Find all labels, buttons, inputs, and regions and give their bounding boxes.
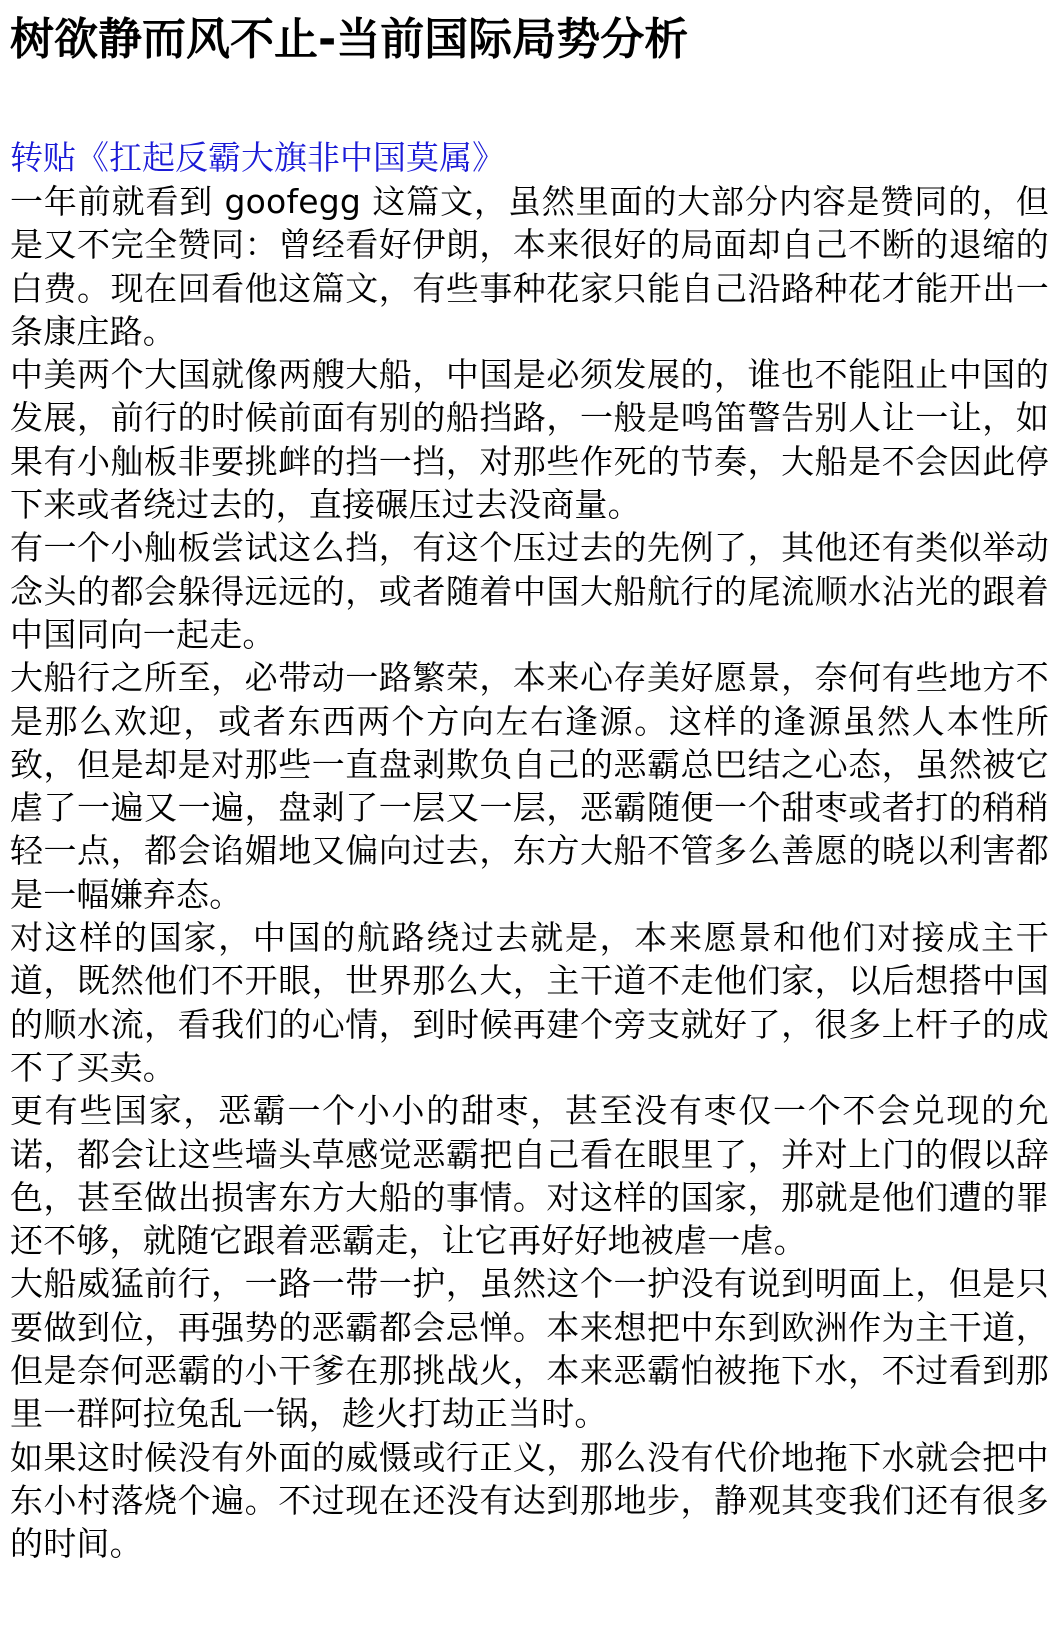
paragraph-8: 如果这时候没有外面的威慑或行正义，那么没有代价地拖下水就会把中东小村落烧个遍。不过现在还没有达到那地步，静观其变我们还有很多的时间。: [10, 1437, 1049, 1564]
paragraph-3: 有一个小舢板尝试这么挡，有这个压过去的先例了，其他还有类似举动念头的都会躲得远远的，或者随着中国大船航行的尾流顺水沾光的跟着中国同向一起走。: [10, 528, 1049, 654]
article-body: [10, 180, 1049, 1566]
page-title: 树欲静而风不止-当前国际局势分析: [10, 14, 689, 65]
paragraph-1: 一年前就看到 goofegg 这篇文，虽然里面的大部分内容是赞同的，但是又不完全赞同：曾经看好伊朗，本来很好的局面却自己不断的退缩的白费。现在回看他这篇文，有些事种花家只能自己沿路种花才能开出一条康庄路。: [10, 182, 1049, 351]
paragraph-5: 对这样的国家，中国的航路绕过去就是，本来愿景和他们对接成主干道，既然他们不开眼，世界那么大，主干道不走他们家，以后想搭中国的顺水流，看我们的心情，到时候再建个旁支就好了，很多上杆子的成不了买卖。: [10, 918, 1049, 1087]
paragraph-2: 中美两个大国就像两艘大船，中国是必须发展的，谁也不能阻止中国的发展，前行的时候前面有别的船挡路，一般是鸣笛警告别人让一让，如果有小舢板非要挑衅的挡一挡，对那些作死的节奏，大船是不会因此停下来或者绕过去的，直接碾压过去没商量。: [10, 355, 1049, 525]
paragraph-6: 更有些国家，恶霸一个小小的甜枣，甚至没有枣仅一个不会兑现的允诺，都会让这些墙头草感觉恶霸把自己看在眼里了，并对上门的假以辞色，甚至做出损害东方大船的事情。对这样的国家，那就是他们遭的罪还不够，就随它跟着恶霸走，让它再好好地被虐一虐。: [10, 1091, 1049, 1261]
repost-link[interactable]: 转贴《扛起反霸大旗非中国莫属》: [10, 138, 505, 177]
paragraph-4: 大船行之所至，必带动一路繁荣，本来心存美好愿景，奈何有些地方不是那么欢迎，或者东西两个方向左右逢源。这样的逢源虽然人本性所致，但是却是对那些一直盘剥欺负自己的恶霸总巴结之心态，虽然被它虐了一遍又一遍，盘剥了一层又一层，恶霸随便一个甜枣或者打的稍稍轻一点，都会谄媚地又偏向过去，东方大船不管多么善愿的晓以利害都是一幅嫌弃态。: [10, 658, 1049, 914]
paragraph-7: 大船威猛前行，一路一带一护，虽然这个一护没有说到明面上，但是只要做到位，再强势的恶霸都会忌惮。本来想把中东到欧洲作为主干道，但是奈何恶霸的小干爹在那挑战火，本来恶霸怕被拖下水，不过看到那里一群阿拉兔乱一锅，趁火打劫正当时。: [10, 1264, 1049, 1434]
